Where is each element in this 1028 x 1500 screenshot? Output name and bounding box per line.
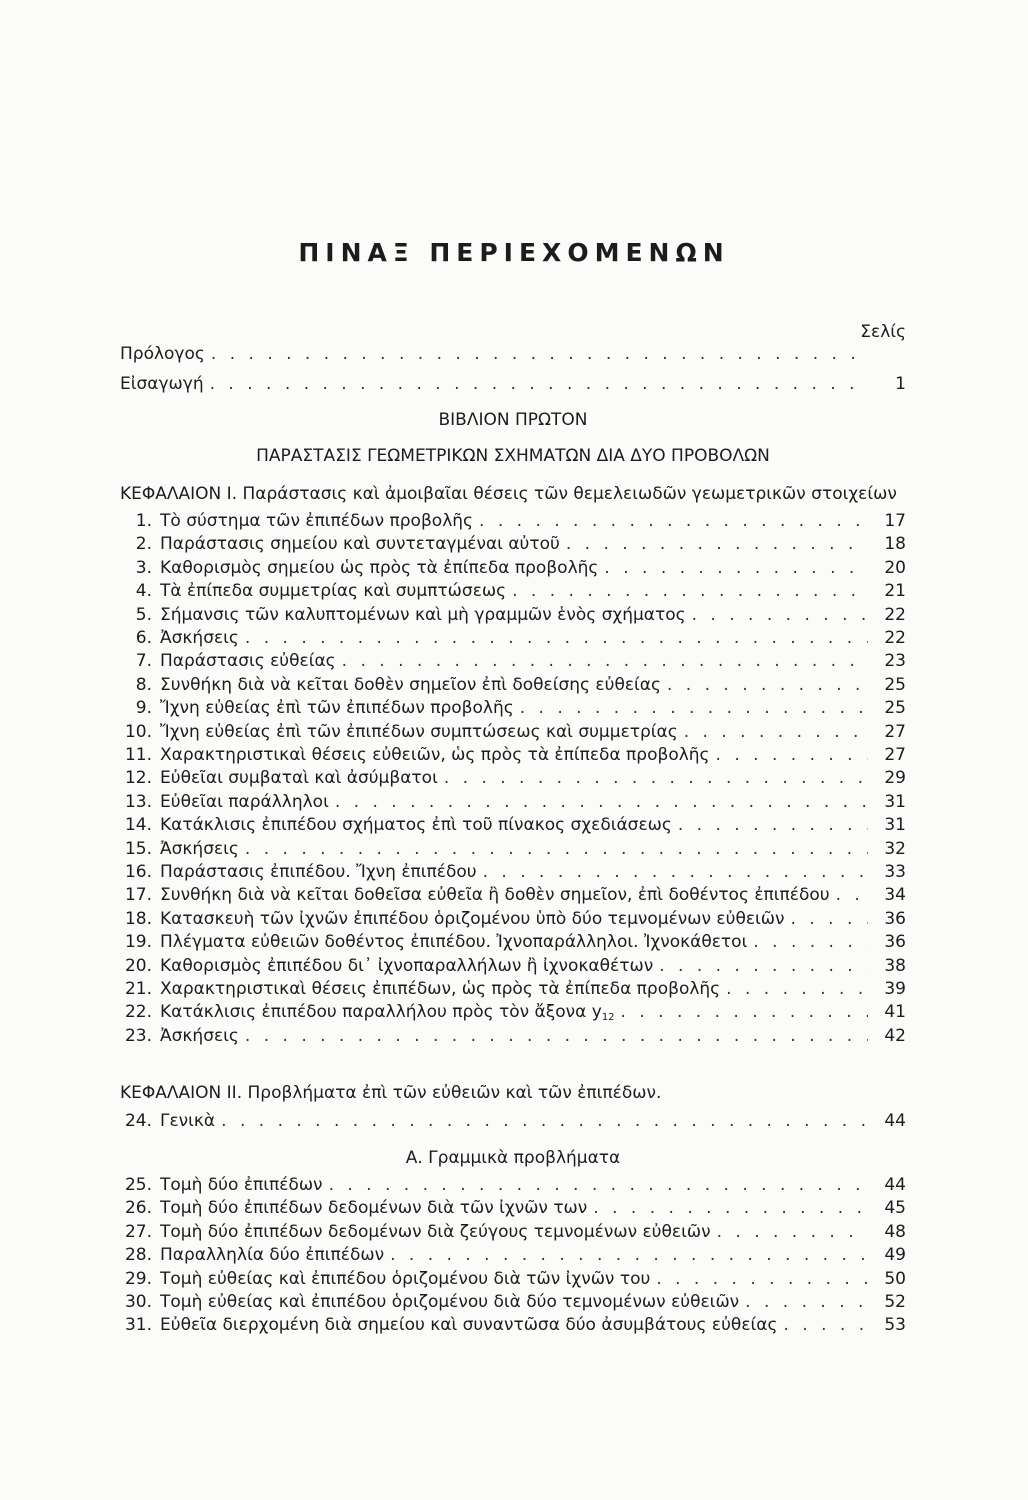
entry-text [152, 511, 473, 531]
leader-dots [684, 722, 868, 742]
entry-text [152, 792, 329, 812]
entry-text [152, 1245, 384, 1265]
book-heading: ΒΙΒΛΙΟΝ ΠΡΩΤΟΝ [438, 410, 588, 430]
entry-text: Εἰσαγωγή [120, 374, 204, 394]
entry-text [152, 862, 477, 882]
entry-page: 36 [884, 932, 906, 953]
entry-page: 31 [884, 791, 906, 812]
entry-page: 1 [895, 374, 906, 394]
entry-number: 2. [135, 534, 152, 555]
entry-text: Γενικὰ [160, 1111, 216, 1131]
leader-dots [726, 979, 868, 999]
entry-page: 22 [884, 628, 906, 648]
leader-dots [444, 768, 868, 788]
entry-text [152, 1315, 777, 1335]
entry-page: 38 [884, 955, 906, 976]
entry-page: 21 [884, 581, 906, 602]
entry-page: 48 [884, 1221, 906, 1242]
toc-entry [120, 979, 906, 1003]
leader-dots [692, 605, 868, 625]
entry-text [152, 675, 661, 695]
book-subheading: ΠΑΡΑΣΤΑΣΙΣ ΓΕΩΜΕΤΡΙΚΩΝ ΣΧΗΜΑΤΩΝ ΔΙΑ ΔΥΟ ΠΡΟΒΟΛΩΝ [256, 446, 770, 466]
entry-text-main: Συνθήκη διὰ νὰ κεῖται δοθεῖσα εὐθεῖα ἢ δοθὲν σημεῖον, ἐπὶ δοθέντος ἐπιπέδου [160, 885, 830, 906]
entry-number: 26. [124, 1198, 152, 1219]
entry-text [152, 839, 239, 859]
entry-page: 49 [884, 1245, 906, 1266]
entry-text-main: Παράστασις σημείου καὶ συντεταγμέναι αὐτοῦ [160, 534, 560, 555]
toc-entry [120, 909, 906, 933]
entry-number: 3. [135, 557, 152, 578]
leader-dots [483, 862, 868, 882]
toc-entry [120, 745, 906, 769]
entry-text [152, 558, 598, 578]
entry-page: 39 [884, 979, 906, 999]
entry-number: 5. [135, 604, 152, 625]
entry-number: 20. [124, 955, 152, 976]
entry-text-main: Εὐθεῖαι παράλληλοι [160, 791, 329, 812]
entry-page: 20 [884, 557, 906, 578]
entry-number: 9. [135, 698, 152, 719]
entry-text [152, 1222, 711, 1242]
chapter-2-heading: ΚΕΦΑΛΑΙΟΝ ΙΙ. Προβλήματα ἐπὶ τῶν εὐθειῶν καὶ τῶν ἐπιπέδων. [120, 1083, 662, 1103]
entry-number: 30. [124, 1292, 152, 1312]
toc-entry-prologue [120, 344, 906, 368]
entry-text-main: Εὐθεῖαι συμβαταὶ καὶ ἀσύμβατοι [160, 768, 438, 789]
toc-entry [120, 675, 906, 699]
toc-entry [120, 628, 906, 652]
entry-text [152, 722, 678, 742]
entry-number: 12. [124, 768, 152, 789]
entry-text-main: Ἀσκήσεις [160, 838, 239, 859]
entry-page: 44 [884, 1111, 906, 1131]
leader-dots [604, 558, 868, 578]
entry-page: 41 [884, 1002, 906, 1023]
entry-text-main: Κατάκλισις ἐπιπέδου παραλλήλου πρὸς τὸν ἄξονα y [160, 1002, 602, 1023]
entry-text [152, 1292, 739, 1312]
entry-page: 50 [884, 1268, 906, 1289]
entry-text [152, 932, 747, 952]
leader-dots [329, 1175, 868, 1195]
toc-entry [120, 1222, 906, 1246]
toc-entry [120, 862, 906, 886]
entry-text [152, 979, 720, 999]
toc-entry [120, 1175, 906, 1199]
entry-text [152, 768, 438, 788]
leader-dots [678, 815, 868, 835]
toc-entry [120, 1245, 906, 1269]
entry-text-main: Κατασκευὴ τῶν ἰχνῶν ἐπιπέδου ὁριζομένου ὑπὸ δύο τεμνομένων εὐθειῶν [160, 908, 785, 929]
leader-dots [717, 1222, 868, 1242]
entry-text [152, 581, 506, 601]
entry-text-main: Εὐθεῖα διερχομένη διὰ σημείου καὶ συναντῶσα δύο ἀσυμβάτους εὐθείας [160, 1315, 778, 1336]
toc-entry [120, 1111, 906, 1135]
toc-entry [120, 534, 906, 558]
leader-dots [245, 1026, 868, 1046]
entry-page: 42 [884, 1025, 906, 1046]
entry-page: 27 [884, 745, 906, 765]
entry-page: 34 [884, 885, 906, 906]
entry-page: 32 [884, 838, 906, 859]
entry-text-main: Τὰ ἐπίπεδα συμμετρίας καὶ συμπτώσεως [160, 581, 507, 602]
entry-text-main: Παράστασις εὐθείας [160, 651, 336, 672]
entry-text [152, 745, 710, 765]
entry-text [152, 1026, 239, 1046]
entry-text [152, 815, 672, 835]
entry-text-main: Σήμανσις τῶν καλυπτομένων καὶ μὴ γραμμῶν ἑνὸς σχήματος [160, 604, 686, 625]
entry-number: 8. [135, 674, 152, 695]
toc-entry [120, 1315, 906, 1339]
entry-page: 22 [884, 604, 906, 625]
toc-entry [120, 792, 906, 816]
entry-subscript: 12 [601, 1012, 615, 1024]
entry-text-main: Παραλληλία δύο ἐπιπέδων [160, 1245, 385, 1266]
leader-dots [512, 581, 868, 601]
entry-page: 33 [884, 862, 906, 882]
leader-dots [753, 932, 868, 952]
entry-text-main: Χαρακτηριστικαὶ θέσεις ἐπιπέδων, ὡς πρὸς τὰ ἐπίπεδα προβολῆς [160, 979, 721, 999]
toc-entry [120, 558, 906, 582]
entry-text-main: Πλέγματα εὐθειῶν δοθέντος ἐπιπέδου. Ἰχνοπαράλληλοι. Ἰχνοκάθετοι [160, 932, 748, 953]
leader-dots [836, 885, 868, 905]
entry-number: 22. [124, 1002, 152, 1023]
leader-dots [210, 374, 868, 394]
section-heading: Α. Γραμμικὰ προβλήματα [405, 1148, 621, 1168]
toc-entry [120, 815, 906, 839]
page-column-header: Σελίς [860, 322, 906, 342]
leader-dots [656, 1269, 868, 1289]
toc-entry [120, 1002, 906, 1026]
entry-page: 23 [884, 651, 906, 672]
leader-dots [566, 534, 868, 554]
toc-entry [120, 768, 906, 792]
toc-entry [120, 1292, 906, 1316]
entry-number: 7. [135, 651, 152, 672]
chapter-1-heading: ΚΕΦΑΛΑΙΟΝ Ι. Παράστασις καὶ ἀμοιβαῖαι θέσεις τῶν θεμελειωδῶν γεωμετρικῶν στοιχείων [120, 484, 897, 504]
entry-text [152, 628, 239, 648]
entry-number: 6. [135, 628, 152, 648]
toc-entry [120, 605, 906, 629]
leader-dots [791, 909, 868, 929]
entry-number: 16. [124, 862, 152, 882]
entry-text-main: Ἴχνη εὐθείας ἐπὶ τῶν ἐπιπέδων συμπτώσεως καὶ συμμετρίας [160, 721, 678, 742]
entry-page: 36 [884, 908, 906, 929]
leader-dots [593, 1198, 868, 1218]
entry-text: Πρόλογος [120, 344, 205, 364]
toc-entry-introduction [120, 374, 906, 398]
toc-entry [120, 1026, 906, 1050]
entry-text-main: Ἴχνη εὐθείας ἐπὶ τῶν ἐπιπέδων προβολῆς [160, 698, 514, 719]
entry-number: 29. [124, 1268, 152, 1289]
entry-number: 31. [124, 1315, 152, 1336]
entry-page: 45 [884, 1198, 906, 1219]
entry-number: 19. [124, 932, 152, 953]
leader-dots [716, 745, 868, 765]
entry-number: 27. [124, 1221, 152, 1242]
entry-number: 25. [124, 1175, 152, 1195]
entry-page: 44 [884, 1175, 906, 1195]
toc-entry [120, 651, 906, 675]
entry-page: 53 [884, 1315, 906, 1336]
leader-dots [221, 1111, 868, 1131]
entry-text [152, 885, 830, 905]
entry-text-main: Ἀσκήσεις [160, 1025, 239, 1046]
entry-text-main: Συνθήκη διὰ νὰ κεῖται δοθὲν σημεῖον ἐπὶ δοθείσης εὐθείας [160, 674, 661, 695]
entry-text-main: Καθορισμὸς ἐπιπέδου δι᾽ ἰχνοπαραλλήλων ἢ ἰχνοκαθέτων [160, 955, 654, 976]
entry-text [152, 1175, 323, 1195]
leader-dots [335, 792, 868, 812]
entry-page: 25 [884, 674, 906, 695]
entry-number: 23. [124, 1025, 152, 1046]
entry-page: 27 [884, 721, 906, 742]
entry-number: 10. [124, 721, 152, 742]
entry-text-main: Κατάκλισις ἐπιπέδου σχήματος ἐπὶ τοῦ πίνακος σχεδιάσεως [160, 815, 672, 836]
entry-number: 18. [124, 908, 152, 929]
toc-entry [120, 839, 906, 863]
toc-entry [120, 956, 906, 980]
entry-text [152, 534, 560, 554]
leader-dots [520, 698, 868, 718]
entry-number: 14. [124, 815, 152, 836]
entry-number: 1. [135, 511, 152, 531]
entry-text [152, 1269, 650, 1289]
entry-text-main: Καθορισμὸς σημείου ὡς πρὸς τὰ ἐπίπεδα προβολῆς [160, 557, 599, 578]
entry-text-main: Τομὴ δύο ἐπιπέδων [160, 1175, 323, 1195]
entry-number: 13. [124, 791, 152, 812]
entry-page: 18 [884, 534, 906, 555]
leader-dots [659, 956, 868, 976]
leader-dots [390, 1245, 868, 1265]
entry-text [152, 605, 686, 625]
leader-dots [745, 1292, 868, 1312]
entry-number: 4. [135, 581, 152, 602]
entry-text [152, 1198, 587, 1218]
entry-text [152, 909, 785, 929]
entry-page: 29 [884, 768, 906, 789]
page-title: ΠΙΝΑΞ ΠΕΡΙΕΧΟΜΕΝΩΝ [298, 238, 730, 267]
entry-number: 15. [124, 838, 152, 859]
toc-entry [120, 581, 906, 605]
entry-text [152, 651, 336, 671]
entry-page: 17 [884, 511, 906, 531]
toc-entry [120, 1198, 906, 1222]
entry-number: 11. [124, 745, 152, 765]
entry-number: 24. [124, 1111, 152, 1131]
leader-dots [621, 1002, 868, 1022]
leader-dots [783, 1315, 868, 1335]
leader-dots [245, 628, 868, 648]
toc-entry [120, 722, 906, 746]
entry-page: 31 [884, 815, 906, 836]
entry-number: 28. [124, 1245, 152, 1266]
entry-number: 21. [124, 979, 152, 999]
entry-text-main: Τομὴ δύο ἐπιπέδων δεδομένων διὰ τῶν ἰχνῶν των [160, 1198, 588, 1219]
entry-text-main: Τὸ σύστημα τῶν ἐπιπέδων προβολῆς [160, 511, 474, 531]
toc-entry [120, 932, 906, 956]
entry-page: 25 [884, 698, 906, 719]
leader-dots [479, 511, 868, 531]
entry-text-main: Τομὴ εὐθείας καὶ ἐπιπέδου ὁριζομένου διὰ δύο τεμνομένων εὐθειῶν [160, 1292, 740, 1312]
entry-text-main: Ἀσκήσεις [160, 628, 239, 648]
entry-number: 17. [124, 885, 152, 906]
entry-text-main: Παράστασις ἐπιπέδου. Ἴχνη ἐπιπέδου [160, 862, 477, 882]
leader-dots [667, 675, 868, 695]
leader-dots [245, 839, 868, 859]
leader-dots [342, 651, 868, 671]
entry-page: 52 [884, 1292, 906, 1312]
toc-entry [120, 885, 906, 909]
entry-text-main: Τομὴ εὐθείας καὶ ἐπιπέδου ὁριζομένου διὰ τῶν ἰχνῶν του [160, 1268, 651, 1289]
toc-entry [120, 511, 906, 535]
leader-dots [211, 344, 868, 364]
entry-text [152, 1002, 615, 1023]
entry-text [152, 698, 514, 718]
toc-entry [120, 1269, 906, 1293]
entry-text-main: Χαρακτηριστικαὶ θέσεις εὐθειῶν, ὡς πρὸς τὰ ἐπίπεδα προβολῆς [160, 745, 710, 765]
toc-entry [120, 698, 906, 722]
entry-text-main: Τομὴ δύο ἐπιπέδων δεδομένων διὰ ζεύγους τεμνομένων εὐθειῶν [160, 1221, 711, 1242]
entry-text [152, 956, 653, 976]
